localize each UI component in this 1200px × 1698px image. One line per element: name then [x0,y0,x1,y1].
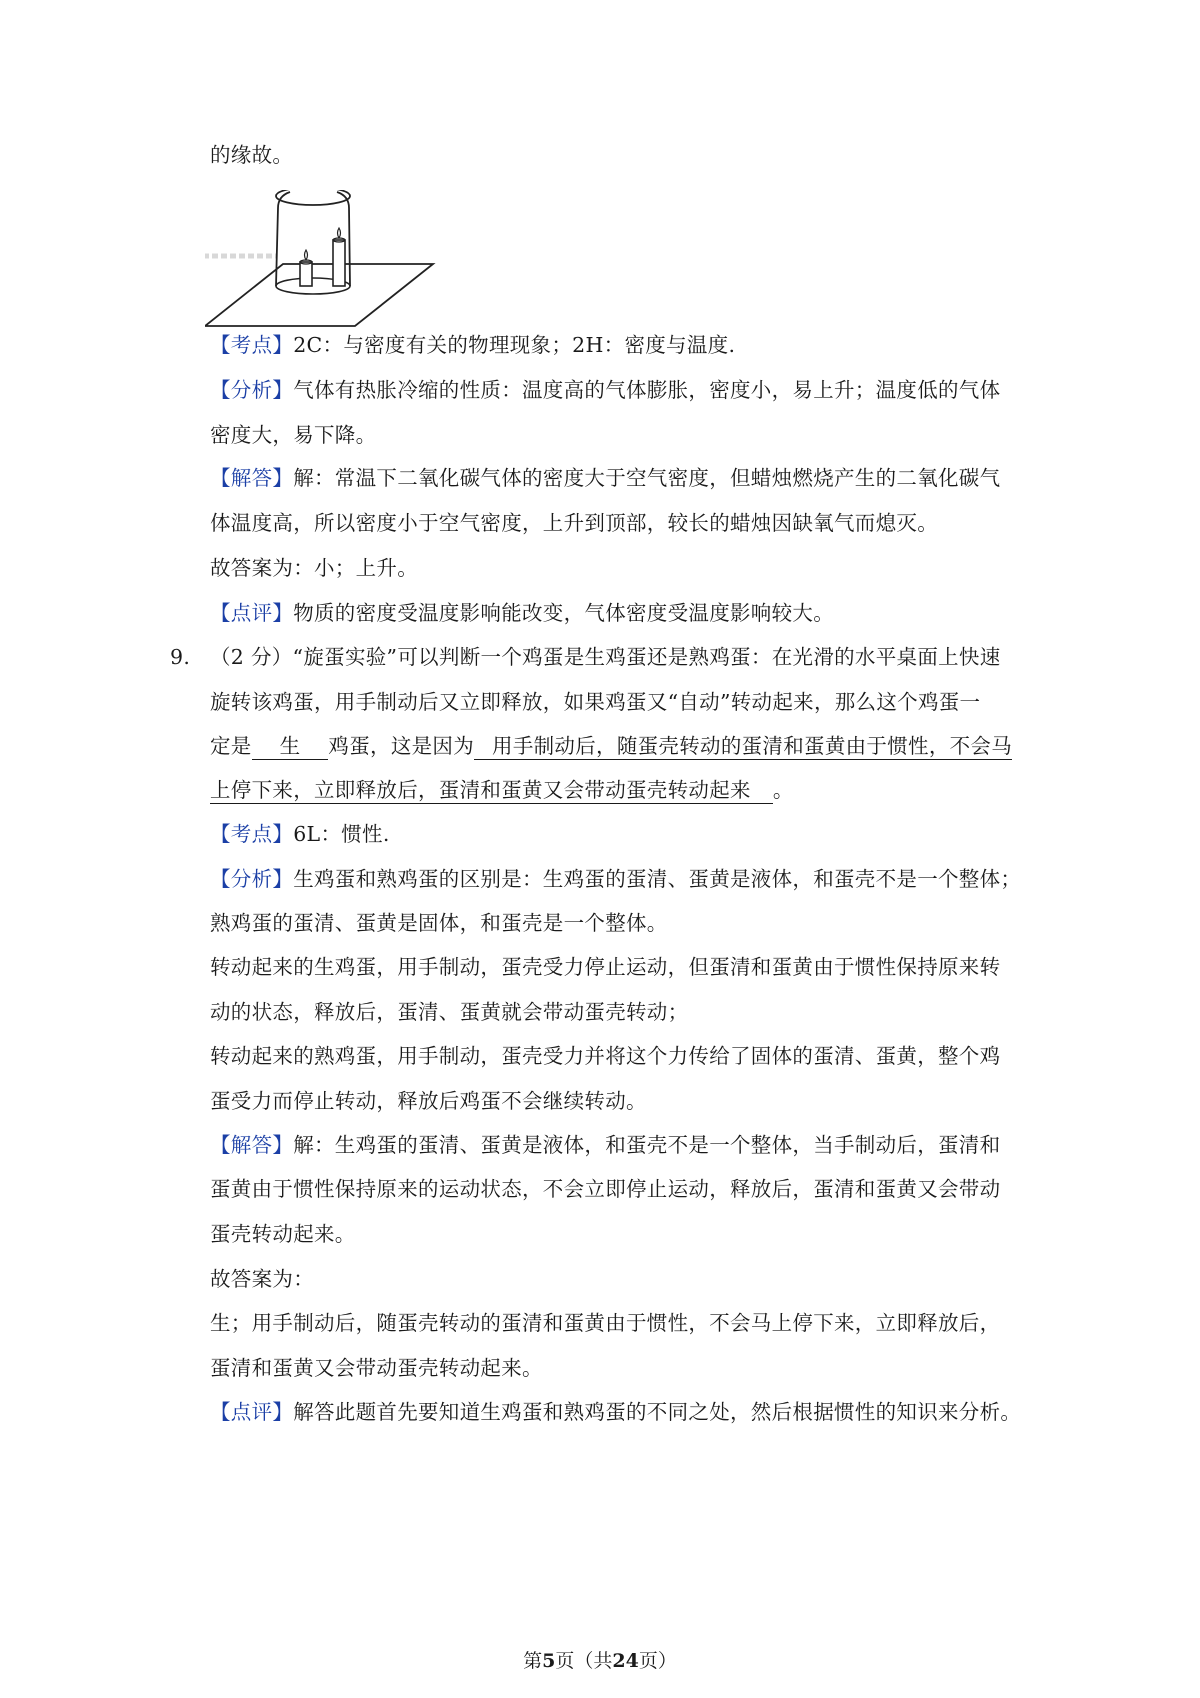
text-line [210,908,668,938]
tall-candle-flame [338,228,341,238]
dianping-text: 解答此题首先要知道生鸡蛋和熟鸡蛋的不同之处，然后根据惯性的知识来分析。 [293,1400,1022,1424]
answer-text: 生；用手制动后，随蛋壳转动的蛋清和蛋黄由于惯性，不会马上停下来，立即释放后， [210,1311,1001,1335]
answer-text: 蛋清和蛋黄又会带动蛋壳转动起来。 [210,1356,543,1380]
jieda-line [210,1130,1000,1160]
question-text: （2 分）“旋蛋实验”可以判断一个鸡蛋是生鸡蛋还是熟鸡蛋：在光滑的水平桌面上快速 [210,645,1001,669]
question-text: 鸡蛋，这是因为 [328,734,475,758]
text-span: 的缘故。 [210,143,294,167]
fenxi-line [210,375,1000,405]
text-line [210,508,938,538]
text-line [210,775,794,805]
fenxi-text: 转动起来的熟鸡蛋，用手制动，蛋壳受力并将这个力传给了固体的蛋清、蛋黄，整个鸡 [210,1044,1001,1068]
answer-line [210,1353,543,1383]
tall-candle [333,240,345,286]
fenxi-tag: 【分析】 [210,867,294,891]
answer-blank-2-cont: 上停下来，立即释放后，蛋清和蛋黄又会带动蛋壳转动起来 [210,777,773,804]
jieda-text: 蛋壳转动起来。 [210,1222,356,1246]
kaodian-text: 2C：与密度有关的物理现象；2H：密度与温度. [293,333,736,357]
question-9-line [170,642,1001,672]
text-line [210,1174,1000,1204]
bell-jar-candles-figure [205,190,485,340]
fenxi-text: 转动起来的生鸡蛋，用手制动，蛋壳受力停止运动，但蛋清和蛋黄由于惯性保持原来转 [210,955,1001,979]
fenxi-text: 熟鸡蛋的蛋清、蛋黄是固体，和蛋壳是一个整体。 [210,911,668,935]
jieda-text: 解：常温下二氧化碳气体的密度大于空气密度，但蜡烛燃烧产生的二氧化碳气 [293,466,1001,490]
board-shape [205,264,433,326]
jar-left-wall [276,192,290,286]
footer-text: 第 [523,1650,543,1672]
text-line [210,420,376,450]
fenxi-text: 动的状态，释放后，蛋清、蛋黄就会带动蛋壳转动； [210,1000,689,1024]
short-candle-flame [305,250,308,260]
question-number: 9. [170,645,191,669]
kaodian-line [210,819,390,849]
text-line [210,997,688,1027]
answer-blank-2: 用手制动后，随蛋壳转动的蛋清和蛋黄由于惯性，不会马 [474,733,1012,760]
dianping-text: 物质的密度受温度影响能改变，气体密度受温度影响较大。 [293,601,835,625]
dianping-line [210,598,834,628]
fenxi-text: 气体有热胀冷缩的性质：温度高的气体膨胀，密度小，易上升；温度低的气体 [293,378,1001,402]
answer-line [210,553,418,583]
kaodian-tag: 【考点】 [210,822,294,846]
jieda-text: 体温度高，所以密度小于空气密度，上升到顶部，较长的蜡烛因缺氧气而熄灭。 [210,511,938,535]
kaodian-tag: 【考点】 [210,333,294,357]
text-line [210,731,1012,761]
text-line [210,952,1000,982]
dianping-tag: 【点评】 [210,1400,294,1424]
answer-blank-1: 生 [252,733,329,760]
question-text: 定是 [210,734,252,758]
kaodian-line [210,330,735,360]
question-text: 旋转该鸡蛋，用手制动后又立即释放，如果鸡蛋又“自动”转动起来，那么这个鸡蛋一 [210,690,981,714]
page-footer [0,1648,1200,1674]
jieda-line [210,463,1000,493]
fenxi-tag: 【分析】 [210,378,294,402]
answer-label: 故答案为： [210,1267,314,1291]
jieda-text: 蛋黄由于惯性保持原来的运动状态，不会立即停止运动，释放后，蛋清和蛋黄又会带动 [210,1177,1001,1201]
dianping-tag: 【点评】 [210,601,294,625]
fenxi-text: 生鸡蛋和熟鸡蛋的区别是：生鸡蛋的蛋清、蛋黄是液体，和蛋壳不是一个整体； [293,867,1022,891]
jieda-tag: 【解答】 [210,1133,294,1157]
text-line [210,140,293,170]
text-line [210,1086,647,1116]
answer-line [210,1264,314,1294]
jieda-text: 解：生鸡蛋的蛋清、蛋黄是液体，和蛋壳不是一个整体，当手制动后，蛋清和 [293,1133,1001,1157]
answer-text: 故答案为：小；上升。 [210,556,418,580]
footer-text: 页） [638,1650,677,1672]
text-line [210,1219,356,1249]
kaodian-text: 6L：惯性. [293,822,390,846]
fenxi-line [210,864,1021,894]
text-line [210,1041,1000,1071]
jieda-tag: 【解答】 [210,466,294,490]
total-pages: 24 [612,1650,639,1672]
footer-text: 页（共 [555,1650,613,1672]
text-line [210,687,980,717]
answer-line [210,1308,1000,1338]
dianping-line [210,1397,1021,1427]
short-candle [300,262,312,286]
page-number: 5 [542,1650,556,1672]
fenxi-text: 密度大，易下降。 [210,423,377,447]
question-text: 。 [772,778,794,802]
fenxi-text: 蛋受力而停止转动，释放后鸡蛋不会继续转动。 [210,1089,647,1113]
